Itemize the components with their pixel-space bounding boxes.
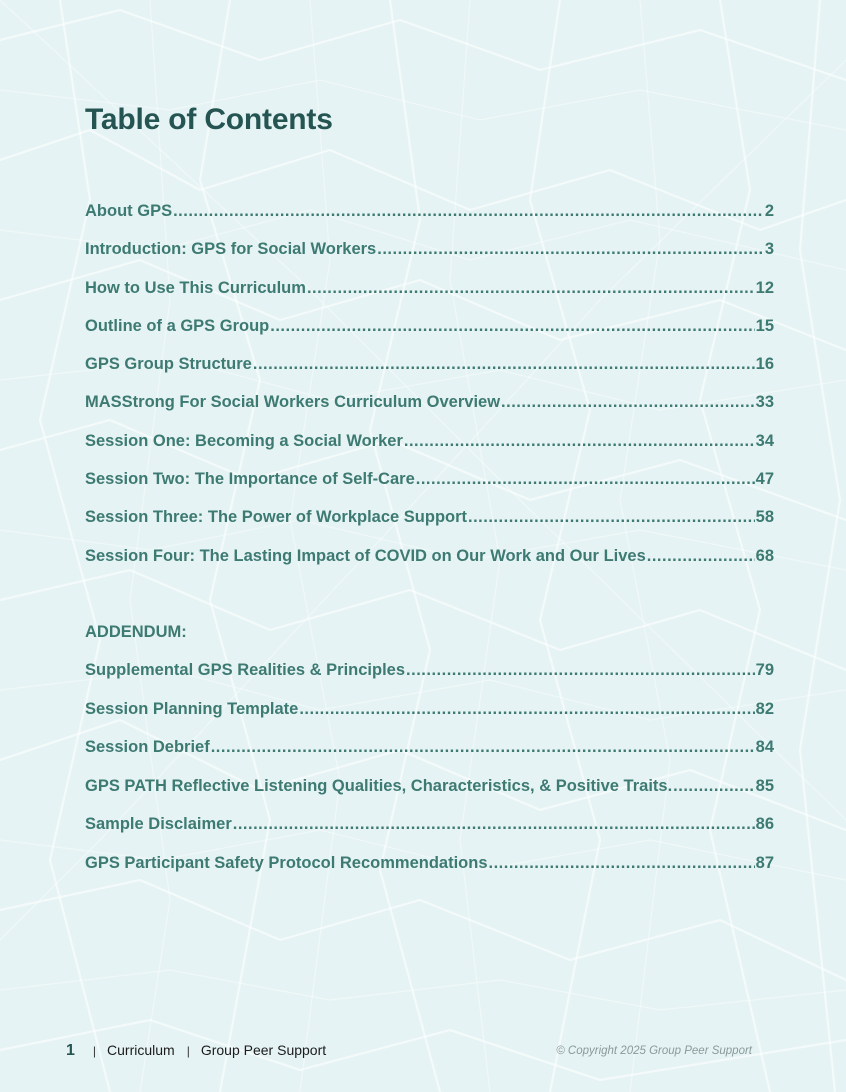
toc-entry-page: 85 [755,776,774,795]
toc-entry-label: Session Three: The Power of Workplace Support [85,508,468,527]
toc-entry-page: 82 [755,699,774,718]
dot-leader [416,470,755,489]
page-footer [66,1042,338,1060]
toc-entry-label: How to Use This Curriculum [85,278,306,297]
toc-entry-label: GPS Participant Safety Protocol Recommendations [85,853,488,872]
toc-entry-label: Supplemental GPS Realities & Principles [85,661,406,679]
dot-leader [307,279,755,298]
footer-section: Curriculum [107,1042,175,1058]
toc-entry[interactable] [85,854,774,893]
page-title: Table of Contents [85,103,333,136]
toc-entry-page: 68 [755,546,774,565]
toc-entry[interactable] [85,700,774,739]
toc-entry[interactable] [85,279,774,317]
dot-leader [673,777,754,796]
toc-entry[interactable] [85,815,774,854]
toc-entry-page: 2 [764,202,774,220]
toc-entry-page: 3 [764,240,774,259]
toc-entry-page: 16 [755,355,774,374]
toc-entry-label: Session One: Becoming a Social Worker [85,431,403,450]
toc-entry[interactable] [85,661,774,700]
dot-leader [299,700,754,719]
toc-entry-page: 84 [755,738,774,756]
toc-entry-page: 79 [755,661,774,679]
footer-organization: Group Peer Support [200,1042,327,1058]
toc-entry-label: MASStrong For Social Workers Curriculum Overview [85,393,501,412]
dot-leader [270,317,754,336]
toc-entry-label: GPS Group Structure [85,355,252,374]
dot-leader [647,547,755,566]
toc-entry-label: Sample Disclaimer [85,815,232,833]
toc-entry[interactable] [85,202,774,240]
toc-entry[interactable] [85,355,774,393]
dot-leader [406,661,755,680]
toc-list [85,202,774,585]
addendum-toc-list [85,661,774,892]
dot-leader [211,738,755,757]
footer-separator: | [92,1044,97,1058]
footer-copyright: © Copyright 2025 Group Peer Support [556,1045,752,1057]
toc-entry-page: 15 [755,316,774,335]
toc-entry[interactable] [85,240,774,278]
toc-entry-page: 87 [755,853,774,872]
dot-leader [377,240,764,259]
toc-entry[interactable] [85,317,774,355]
toc-entry-page: 47 [755,470,774,489]
toc-entry[interactable] [85,393,774,431]
toc-entry-label: Session Debrief [85,738,210,756]
dot-leader [489,854,755,873]
footer-separator: | [186,1044,190,1058]
toc-entry-page: 34 [755,431,774,450]
dot-leader [404,432,755,451]
toc-entry[interactable] [85,738,774,777]
toc-entry-label: Session Two: The Importance of Self-Care [85,470,415,489]
dot-leader [253,355,755,374]
toc-entry[interactable] [85,432,774,470]
dot-leader [501,393,755,412]
dot-leader [173,202,764,221]
toc-entry[interactable] [85,508,774,546]
addendum-heading: ADDENDUM: [85,623,187,641]
toc-entry-label: GPS PATH Reflective Listening Qualities, Characteristics, & Positive Traits. [85,776,673,795]
toc-entry-label: Introduction: GPS for Social Workers [85,240,377,259]
footer-page-number: 1 [66,1042,75,1059]
toc-entry-label: Session Four: The Lasting Impact of COVID on Our Work and Our Lives [85,546,646,565]
toc-entry-label: Session Planning Template [85,699,299,718]
toc-entry[interactable] [85,547,774,585]
toc-entry[interactable] [85,470,774,508]
toc-entry-page: 33 [755,393,774,412]
toc-entry-page: 58 [755,508,774,527]
toc-entry-page: 12 [755,278,774,297]
toc-entry-page: 86 [755,815,774,833]
toc-entry[interactable] [85,777,774,816]
toc-entry-label: Outline of a GPS Group [85,316,270,335]
toc-entry-label: About GPS [85,202,173,220]
dot-leader [233,815,755,834]
dot-leader [468,508,755,527]
